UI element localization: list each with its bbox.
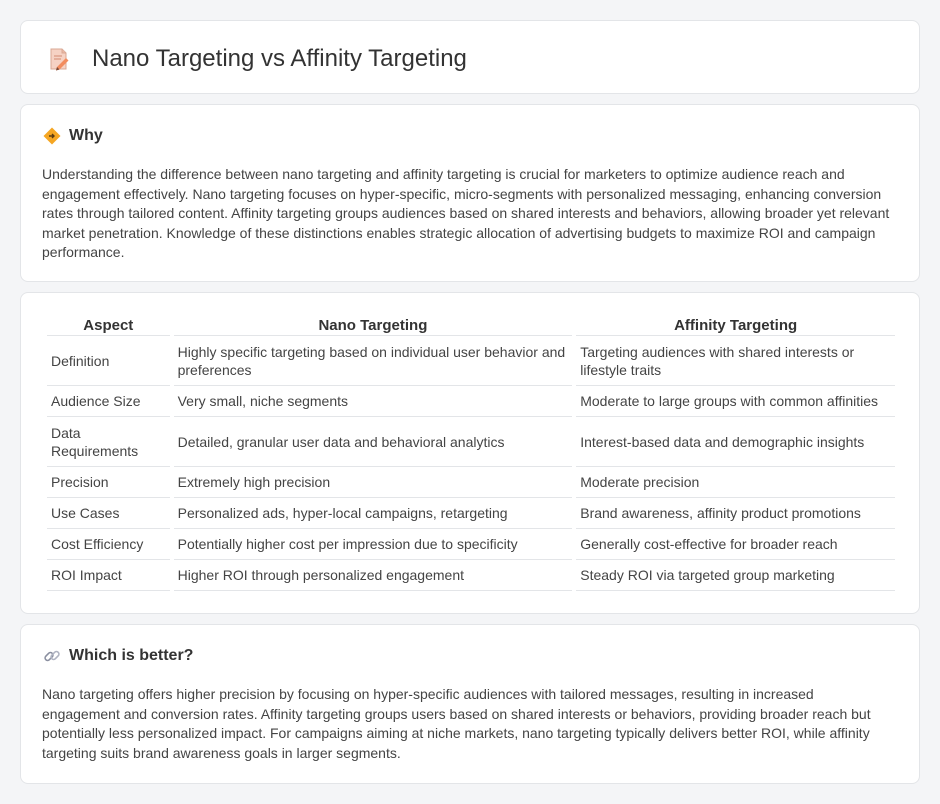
cell-nano: Higher ROI through personalized engagement bbox=[174, 560, 573, 591]
table-row bbox=[47, 336, 895, 386]
why-title: Why bbox=[69, 127, 103, 144]
cell-nano: Very small, niche segments bbox=[174, 386, 573, 417]
cell-affinity: Interest-based data and demographic insights bbox=[576, 417, 895, 467]
document-pencil-icon bbox=[46, 46, 72, 72]
which-better-title: Which is better? bbox=[69, 647, 194, 664]
table-row bbox=[47, 498, 895, 529]
page-title: Nano Targeting vs Affinity Targeting bbox=[92, 45, 467, 72]
cell-aspect: Audience Size bbox=[47, 386, 170, 417]
header-affinity: Affinity Targeting bbox=[576, 315, 895, 336]
comparison-table bbox=[43, 315, 899, 591]
why-text: Understanding the difference between nano targeting and affinity targeting is crucial for marketers to optimize audience reach and engagement effectively. Nano targeting focuses on hyper-specific, micro-segments with personalized messaging, enhancing conversion rates through tailored content. Affinity targeting groups audiences based on shared interests and behaviors, allowing broader yet relevant market penetration. Knowledge of these distinctions enables strategic allocation of advertising budgets to maximize ROI and campaign performance. bbox=[42, 166, 890, 260]
cell-aspect: Data Requirements bbox=[47, 417, 170, 467]
table-row bbox=[47, 386, 895, 417]
link-icon bbox=[43, 647, 61, 665]
cell-aspect: Use Cases bbox=[47, 498, 170, 529]
table-header-row bbox=[47, 315, 895, 336]
which-better-text: Nano targeting offers higher precision by focusing on hyper-specific audiences with tailored messages, resulting in increased engagement and conversion rates. Affinity targeting groups users based on shared interests or behaviors, providing broader reach but potentially less personalized impact. For campaigns aiming at niche markets, nano targeting typically delivers better ROI, while affinity targeting suits brand awareness goals in larger segments. bbox=[42, 686, 871, 761]
cell-nano: Personalized ads, hyper-local campaigns, retargeting bbox=[174, 498, 573, 529]
comparison-card bbox=[20, 292, 920, 614]
header-nano: Nano Targeting bbox=[174, 315, 573, 336]
table-row bbox=[47, 417, 895, 467]
which-better-card bbox=[20, 624, 920, 784]
why-card bbox=[20, 104, 920, 282]
header-aspect: Aspect bbox=[47, 315, 170, 336]
cell-nano: Detailed, granular user data and behavioral analytics bbox=[174, 417, 573, 467]
cell-affinity: Steady ROI via targeted group marketing bbox=[576, 560, 895, 591]
cell-aspect: ROI Impact bbox=[47, 560, 170, 591]
cell-affinity: Moderate to large groups with common affinities bbox=[576, 386, 895, 417]
cell-affinity: Moderate precision bbox=[576, 467, 895, 498]
table-row bbox=[47, 560, 895, 591]
cell-nano: Potentially higher cost per impression due to specificity bbox=[174, 529, 573, 560]
cell-nano: Highly specific targeting based on individual user behavior and preferences bbox=[174, 336, 573, 386]
diamond-signpost-icon bbox=[43, 127, 61, 145]
cell-aspect: Cost Efficiency bbox=[47, 529, 170, 560]
title-card bbox=[20, 20, 920, 94]
cell-affinity: Generally cost-effective for broader reach bbox=[576, 529, 895, 560]
cell-aspect: Definition bbox=[47, 336, 170, 386]
cell-aspect: Precision bbox=[47, 467, 170, 498]
cell-affinity: Targeting audiences with shared interests or lifestyle traits bbox=[576, 336, 895, 386]
table-row bbox=[47, 467, 895, 498]
cell-nano: Extremely high precision bbox=[174, 467, 573, 498]
cell-affinity: Brand awareness, affinity product promotions bbox=[576, 498, 895, 529]
table-row bbox=[47, 529, 895, 560]
